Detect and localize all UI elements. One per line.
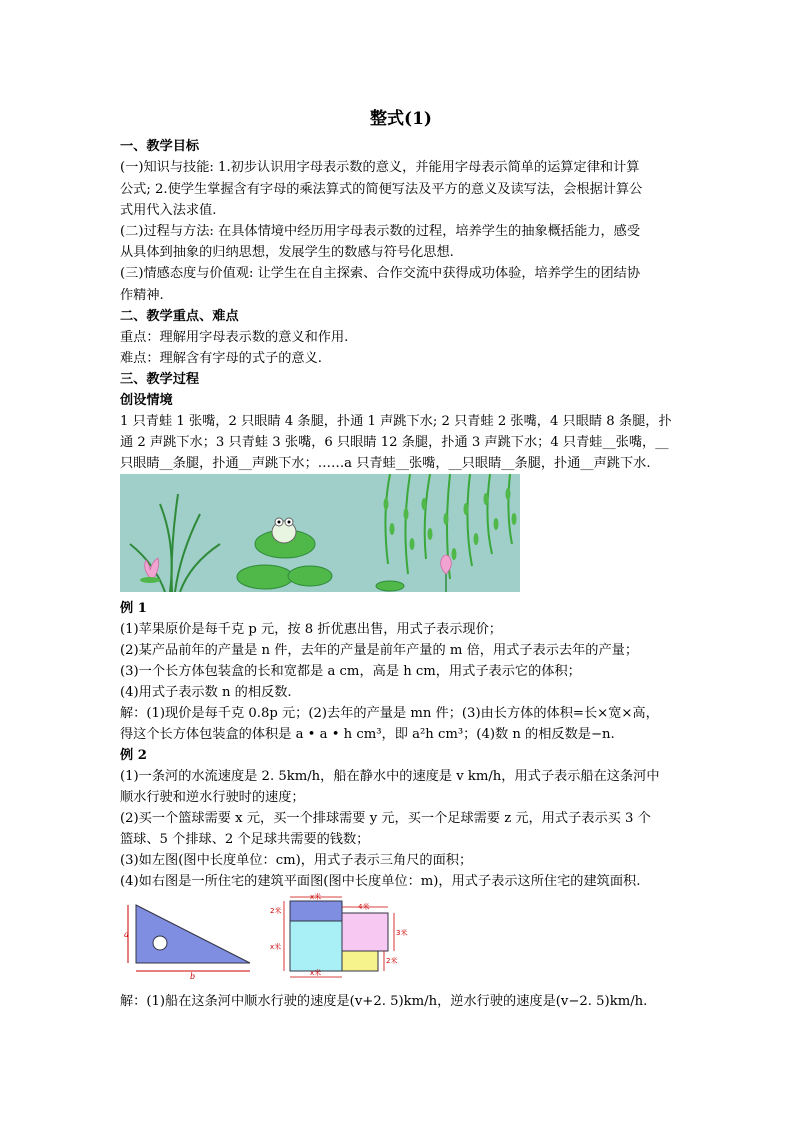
section-heading-goals: 一、教学目标 (120, 139, 200, 154)
paragraph-line: 作精神. (120, 288, 164, 303)
pond-frog-illustration (120, 474, 520, 592)
paragraph-line: (二)过程与方法: 在具体情境中经历用字母表示数的过程，培养学生的抽象概括能力，感受 (120, 224, 641, 239)
triangle-hole (153, 936, 167, 950)
floor-label-x-left: x米 (270, 943, 282, 951)
frog-icon (272, 518, 296, 543)
question-line: (4)如右图是一所住宅的建筑平面图(图中长度单位：m)，用式子表示这所住宅的建筑面积. (120, 874, 641, 889)
floor-label-3m: 3米 (396, 929, 408, 937)
room-top-left (290, 901, 342, 921)
paragraph-line: 难点：理解含有字母的式子的意义. (120, 351, 323, 366)
question-line: (2)买一个篮球需要 x 元，买一个排球需要 y 元，买一个足球需要 z 元，用式子表示买 3 个 (120, 811, 651, 826)
paragraph-line: (三)情感态度与价值观: 让学生在自主探索、合作交流中获得成功体验，培养学生的团结协 (120, 266, 641, 281)
paragraph-line: 1 只青蛙 1 张嘴，2 只眼睛 4 条腿，扑通 1 声跳下水; 2 只青蛙 2 张嘴，4 只眼睛 8 条腿，扑 (120, 414, 672, 429)
paragraph-line: (一)知识与技能: 1.初步认识用字母表示数的意义，并能用字母表示简单的运算定律和计算 (120, 160, 640, 175)
room-right-pink (342, 913, 388, 951)
example-2-heading: 例 2 (120, 748, 147, 763)
triangle-shape (136, 905, 250, 963)
section-heading-process: 三、教学过程 (120, 372, 200, 387)
paragraph-line: 重点：理解用字母表示数的意义和作用. (120, 330, 349, 345)
paragraph-line: 公式; 2.使学生掌握含有字母的乘法算式的简便写法及平方的意义及读写法，会根据计算公 (120, 182, 643, 197)
floor-label-4m: 4米 (358, 903, 370, 911)
question-line: (3)如左图(图中长度单位：cm)，用式子表示三角尺的面积； (120, 853, 473, 868)
room-right-yellow (342, 951, 378, 971)
triangle-label-a: a (124, 930, 129, 939)
triangle-ruler-figure (124, 895, 254, 979)
question-line: (2)某产品前年的产量是 n 件，去年的产量是前年产量的 m 倍，用式子表示去年的产量； (120, 643, 639, 658)
question-line: 篮球、5 个排球、2 个足球共需要的钱数； (120, 832, 370, 847)
answer-line: 解：(1)现价是每千克 0.8p 元；(2)去年的产量是 mn 件；(3)由长方体的体积=长×宽×高， (120, 706, 659, 721)
floor-plan-figure (270, 893, 424, 981)
floor-label-x-top: x米 (310, 893, 322, 901)
answer-line: 解：(1)船在这条河中顺水行驶的速度是(v+2. 5)km/h，逆水行驶的速度是(v−2. 5)km/h. (120, 994, 648, 1009)
subheading-scenario: 创设情境 (120, 393, 173, 408)
page-title: 整式(1) (370, 109, 432, 129)
question-line: (3)一个长方体包装盒的长和宽都是 a cm，高是 h cm，用式子表示它的体积； (120, 664, 581, 679)
floor-label-2m: 2米 (270, 907, 282, 915)
floor-label-x-bottom: x米 (310, 969, 322, 977)
question-line: (1)一条河的水流速度是 2. 5km/h，船在静水中的速度是 v km/h，用式子表示船在这条河中 (120, 769, 660, 784)
question-line: 顺水行驶和逆水行驶时的速度； (120, 790, 305, 805)
floor-label-2m-bottom: 2米 (386, 957, 398, 965)
section-heading-keypoints: 二、教学重点、难点 (120, 309, 239, 324)
paragraph-line: 只眼睛__条腿，扑通__声跳下水；……a 只青蛙__张嘴，__只眼睛__条腿，扑通__声跳下水. (120, 456, 651, 471)
paragraph-line: 从具体到抽象的归纳思想，发展学生的数感与符号化思想. (120, 245, 454, 260)
paragraph-line: 式用代入法求值. (120, 203, 217, 218)
answer-line: 得这个长方体包装盒的体积是 a • a • h cm³，即 a²h cm³；(4)数 n 的相反数是−n. (120, 727, 615, 742)
question-line: (4)用式子表示数 n 的相反数. (120, 685, 292, 700)
question-line: (1)苹果原价是每千克 p 元，按 8 折优惠出售，用式子表示现价； (120, 622, 502, 637)
triangle-label-b: b (190, 972, 196, 979)
example-1-heading: 例 1 (120, 601, 147, 616)
paragraph-line: 通 2 声跳下水；3 只青蛙 3 张嘴，6 只眼睛 12 条腿，扑通 3 声跳下水；4 只青蛙__张嘴，__ (120, 435, 669, 450)
room-bottom-left (290, 921, 342, 971)
